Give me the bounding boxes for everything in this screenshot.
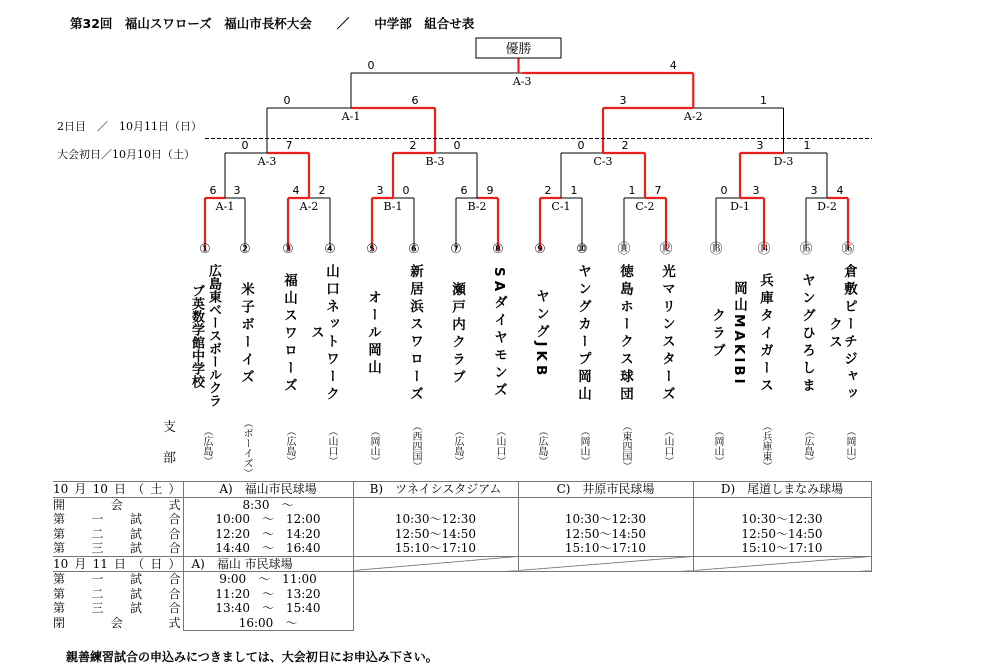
team-name: 徳島ホークス球団 [617, 264, 633, 404]
match-label: C-2 [635, 200, 655, 213]
team-number: ⑭ [757, 242, 771, 257]
team-name: オール岡山 [365, 290, 381, 378]
match-label: B-2 [467, 200, 487, 213]
score-left: 6 [209, 184, 217, 197]
score-right: 6 [411, 94, 419, 107]
team-number: ⑪ [617, 242, 631, 257]
team-number: ⑥ [408, 242, 420, 257]
time-a: 9:00 ～ 11:00 [183, 572, 353, 587]
team-number: ⑦ [450, 242, 462, 257]
session-label: 第一試合 [53, 572, 181, 587]
score-right: 4 [669, 59, 677, 72]
time-a: 10:00 ～ 12:00 [183, 512, 353, 527]
session-label: 閉会式 [53, 616, 181, 630]
day1-date: 10月10日（土） [53, 482, 183, 498]
branch-header-1: 支 [163, 420, 177, 435]
time-c: 12:50～14:50 [518, 527, 693, 542]
match-label: A-3 [512, 75, 532, 88]
team-name: クラブ [709, 307, 725, 361]
score-left: 0 [241, 139, 249, 152]
team-name: SAダイヤモンズ [491, 267, 507, 401]
team-number: ① [199, 242, 211, 257]
schedule-row [53, 541, 871, 556]
score-left: 6 [460, 184, 468, 197]
score-left: 3 [756, 139, 764, 152]
session-label: 第一試合 [53, 512, 181, 527]
match-label: A-3 [257, 155, 277, 168]
session-label: 第二試合 [53, 526, 181, 541]
day2-label: 2日目 ／ 10月11日（日） [57, 120, 202, 133]
match-label: A-1 [341, 110, 361, 123]
team-branch: （広島） [452, 426, 463, 466]
score-left: 3 [810, 184, 818, 197]
team-name: ヤングカープ岡山 [575, 264, 591, 404]
schedule-row [53, 601, 871, 616]
team-name: 倉敷ピーチジャックス [826, 264, 857, 404]
score-right: 0 [402, 184, 410, 197]
score-right: 7 [285, 139, 293, 152]
day2-date: 10月11日（日） [53, 556, 183, 572]
match-label: A-2 [299, 200, 319, 213]
time-a: 11:20 ～ 13:20 [183, 587, 353, 602]
time-b: 10:30～12:30 [353, 512, 518, 527]
team-number: ④ [324, 242, 336, 257]
schedule-row [53, 587, 871, 602]
session-label: 第三試合 [53, 601, 181, 616]
time-b: 15:10～17:10 [353, 541, 518, 556]
time-a: 12:20 ～ 14:20 [183, 527, 353, 542]
team-number: ⑨ [534, 242, 546, 257]
score-right: 0 [453, 139, 461, 152]
team-name: 兵庫タイガース [757, 272, 773, 396]
branch-header-2: 部 [163, 451, 177, 466]
match-label: D-1 [730, 200, 750, 213]
team-name: 福山スワローズ [281, 272, 297, 396]
session-label: 開会式 [53, 497, 181, 512]
empty-cell-b [353, 556, 518, 572]
schedule-row [53, 616, 871, 631]
score-right: 3 [752, 184, 760, 197]
score-right: 9 [486, 184, 494, 197]
venue-a: A) 福山市民球場 [183, 482, 353, 498]
session-label: 第三試合 [53, 541, 183, 556]
time-b [353, 497, 518, 512]
team-number: ⑯ [841, 242, 855, 257]
team-number: ⑧ [492, 242, 504, 257]
page-title: 第32回 福山スワローズ 福山市長杯大会 ／ 中学部 組合せ表 [70, 16, 475, 31]
time-d: 15:10～17:10 [693, 541, 871, 556]
time-d [693, 497, 871, 512]
time-c: 15:10～17:10 [518, 541, 693, 556]
team-branch: （山口） [662, 426, 673, 466]
score-left: 3 [376, 184, 384, 197]
score-left: 3 [619, 94, 627, 107]
score-right: 2 [621, 139, 629, 152]
time-d: 12:50～14:50 [693, 527, 871, 542]
time-a: 16:00 ～ [183, 616, 353, 631]
team-branch: （岡山） [844, 426, 855, 466]
team-name: 広島東ベースボールクラブ英数学館中学校 [189, 264, 221, 407]
team-name: 山口ネットワークス [308, 264, 339, 404]
team-number: ⑩ [576, 242, 588, 257]
team-name: 瀬戸内クラブ [449, 281, 465, 387]
time-c: 10:30～12:30 [518, 512, 693, 527]
session-label: 第二試合 [53, 586, 181, 601]
time-c [518, 497, 693, 512]
team-branch: （ボーイズ） [241, 418, 252, 478]
team-branch: （広島） [201, 426, 212, 466]
match-label: A-2 [683, 110, 703, 123]
score-left: 0 [367, 59, 375, 72]
score-right: 7 [654, 184, 662, 197]
day2-venue: A) 福山 市民球場 [183, 556, 353, 572]
footer-note: 親善練習試合の申込みにつきましては、大会初日にお申込み下さい。 [66, 650, 438, 664]
team-branch: （東四国） [620, 421, 631, 471]
team-branch: （広島） [536, 426, 547, 466]
team-name-secondary: 岡山MAKIBI [731, 281, 747, 387]
score-right: 3 [233, 184, 241, 197]
team-branch: （山口） [326, 426, 337, 466]
score-left: 0 [720, 184, 728, 197]
team-branch: （兵庫東） [760, 421, 771, 471]
schedule-row [53, 497, 871, 512]
team-number: ⑤ [366, 242, 378, 257]
score-left: 1 [628, 184, 636, 197]
team-branch: （岡山） [712, 426, 723, 466]
match-label: C-3 [593, 155, 613, 168]
team-branch: （山口） [494, 426, 505, 466]
team-number: ⑫ [659, 242, 673, 257]
team-name: 米子ボーイズ [238, 281, 254, 387]
match-label: D-3 [773, 155, 794, 168]
team-branch: （広島） [284, 426, 295, 466]
score-left: 2 [409, 139, 417, 152]
score-left: 2 [544, 184, 552, 197]
team-branch: （広島） [802, 426, 813, 466]
day1-label: 大会初日／10月10日（土） [57, 148, 195, 161]
schedule-table [53, 481, 872, 631]
score-right: 2 [318, 184, 326, 197]
venue-b: B) ツネイシスタジアム [353, 482, 518, 498]
score-right: 1 [760, 94, 767, 107]
match-label: B-1 [383, 200, 403, 213]
team-number: ③ [282, 242, 294, 257]
time-a: 14:40 ～ 16:40 [183, 541, 353, 556]
venue-c: C) 井原市民球場 [518, 482, 693, 498]
time-a: 8:30 ～ [183, 497, 353, 512]
team-name: ヤングJKB [533, 288, 549, 380]
match-label: C-1 [551, 200, 571, 213]
team-name: ヤングひろしま [799, 272, 815, 396]
team-branch: （岡山） [368, 426, 379, 466]
score-right: 1 [570, 184, 578, 197]
team-number: ⑬ [709, 242, 723, 257]
team-number: ② [239, 242, 251, 257]
score-left: 0 [283, 94, 291, 107]
score-left: 0 [577, 139, 585, 152]
score-left: 4 [292, 184, 300, 197]
schedule-row [53, 527, 871, 542]
empty-cell-d [693, 556, 871, 572]
empty-cell-c [518, 556, 693, 572]
score-right: 1 [803, 139, 811, 152]
team-number: ⑮ [799, 242, 813, 257]
team-name: 新居浜スワローズ [407, 264, 423, 404]
venue-d: D) 尾道しまなみ球場 [693, 482, 871, 498]
schedule-row [53, 572, 871, 587]
score-right: 4 [836, 184, 844, 197]
time-d: 10:30～12:30 [693, 512, 871, 527]
match-label: D-2 [817, 200, 837, 213]
team-name: 光マリンスターズ [659, 264, 675, 404]
schedule-row [53, 512, 871, 527]
match-label: A-1 [215, 200, 235, 213]
time-a: 13:40 ～ 15:40 [183, 601, 353, 616]
team-branch: （岡山） [578, 426, 589, 466]
match-label: B-3 [425, 155, 445, 168]
champion-label: 優勝 [505, 42, 532, 57]
time-b: 12:50～14:50 [353, 527, 518, 542]
team-branch: （西四国） [410, 421, 421, 471]
